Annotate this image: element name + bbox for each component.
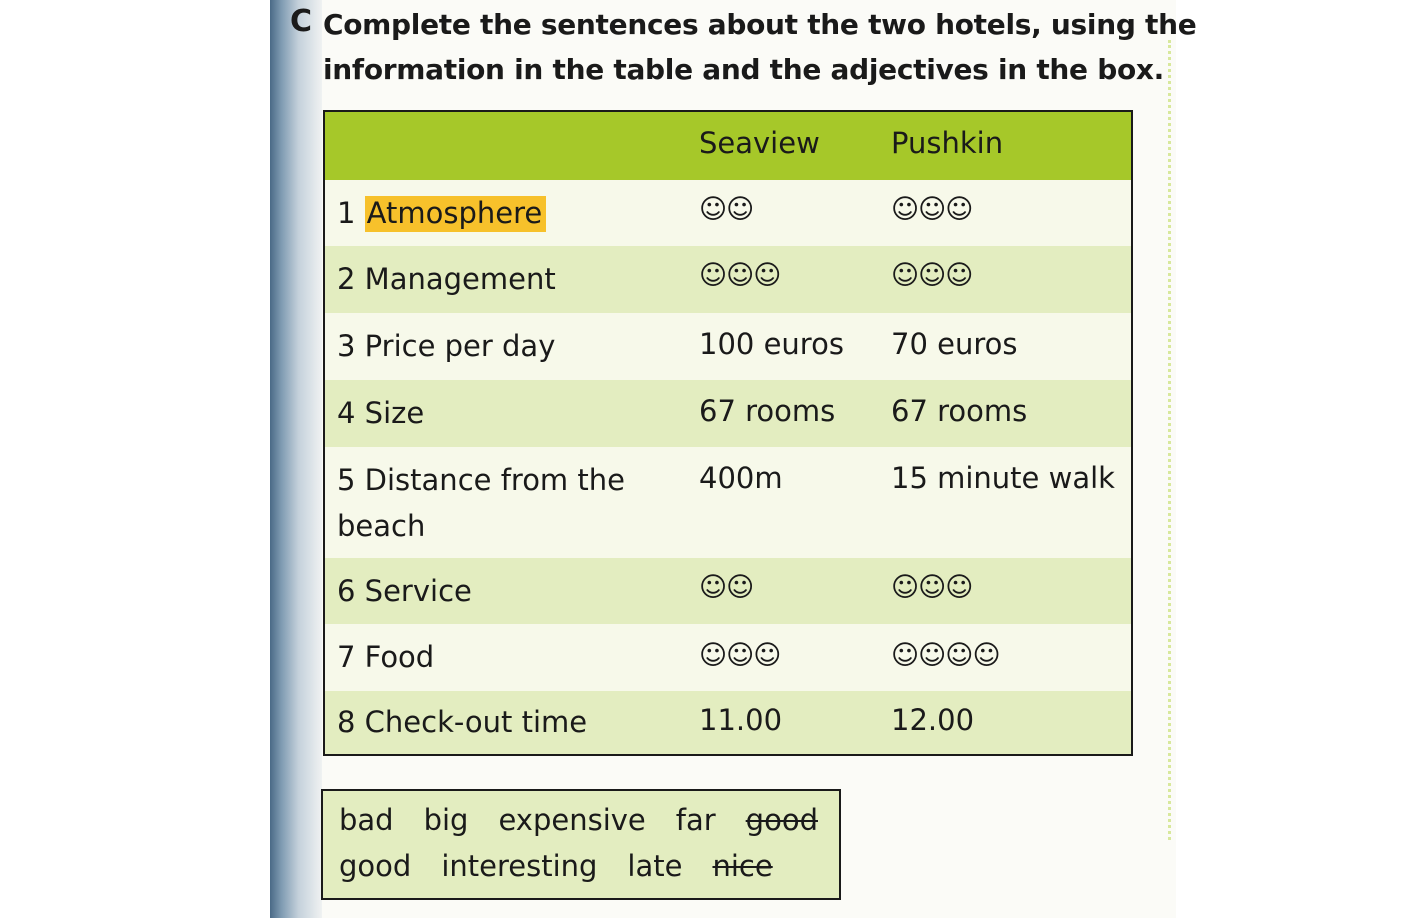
instruction-line-2: information in the table and the adjectives in the box. <box>323 53 1164 86</box>
table-row <box>325 313 1131 380</box>
row-label-text: Management <box>364 262 556 296</box>
table-row <box>325 180 1131 246</box>
table-header <box>325 112 1131 182</box>
row-label-line-1 <box>337 457 625 503</box>
exercise-letter: C <box>290 4 313 39</box>
seaview-rating: ☺☺ <box>699 572 754 603</box>
row-number: 6 <box>337 574 356 608</box>
highlighted-row-label: Atmosphere <box>365 196 547 232</box>
instruction-line-1: Complete the sentences about the two hotels, using the <box>323 8 1197 41</box>
word-late: late <box>627 849 683 883</box>
word-box-line-1 <box>339 803 848 837</box>
row-label <box>337 390 424 436</box>
row-label <box>337 457 625 549</box>
row-label-line-2: beach <box>337 509 426 543</box>
adjectives-word-box <box>321 789 841 900</box>
word-bad: bad <box>339 803 394 837</box>
table-row <box>325 380 1131 447</box>
row-label <box>337 190 546 236</box>
seaview-value: 100 euros <box>699 327 844 361</box>
word-good: good <box>339 849 412 883</box>
seaview-rating: ☺☺☺ <box>699 640 781 671</box>
row-number: 1 <box>337 196 356 230</box>
row-label <box>337 634 434 680</box>
table-row <box>325 691 1131 754</box>
row-number: 2 <box>337 262 356 296</box>
row-label <box>337 699 587 745</box>
pushkin-value: 67 rooms <box>891 394 1028 428</box>
row-number: 7 <box>337 640 356 674</box>
word-nice-crossed-out: nice <box>712 849 773 883</box>
word-interesting: interesting <box>441 849 598 883</box>
word-big: big <box>423 803 469 837</box>
row-label <box>337 568 472 614</box>
seaview-rating: ☺☺☺ <box>699 260 781 291</box>
row-number: 4 <box>337 396 356 430</box>
exercise-instruction <box>323 2 1197 92</box>
seaview-rating: ☺☺ <box>699 194 754 225</box>
row-number: 5 <box>337 463 356 497</box>
hotel-comparison-table <box>323 110 1133 756</box>
pushkin-rating: ☺☺☺☺ <box>891 640 1000 671</box>
column-header-seaview: Seaview <box>699 126 820 160</box>
row-label-text: Service <box>364 574 472 608</box>
seaview-value: 11.00 <box>699 703 783 737</box>
page-dotted-border <box>1168 40 1171 840</box>
word-box-line-2 <box>339 849 803 883</box>
table-row <box>325 624 1131 691</box>
pushkin-value: 12.00 <box>891 703 975 737</box>
seaview-value: 67 rooms <box>699 394 836 428</box>
table-row <box>325 558 1131 624</box>
row-label <box>337 256 556 302</box>
pushkin-rating: ☺☺☺ <box>891 260 973 291</box>
pushkin-value: 15 minute walk <box>891 461 1115 495</box>
seaview-value: 400m <box>699 461 783 495</box>
word-far: far <box>675 803 716 837</box>
pushkin-rating: ☺☺☺ <box>891 194 973 225</box>
table-row <box>325 246 1131 313</box>
book-spine-shadow <box>270 0 322 918</box>
row-label-text: Check-out time <box>364 705 588 739</box>
row-number: 3 <box>337 329 356 363</box>
word-expensive: expensive <box>498 803 646 837</box>
row-label-text: Distance from the <box>364 463 625 497</box>
row-number: 8 <box>337 705 356 739</box>
row-label <box>337 323 555 369</box>
row-label-text: Size <box>364 396 425 430</box>
pushkin-rating: ☺☺☺ <box>891 572 973 603</box>
row-label-text: Food <box>364 640 435 674</box>
table-row <box>325 447 1131 558</box>
word-good-crossed-out: good <box>745 803 818 837</box>
pushkin-value: 70 euros <box>891 327 1018 361</box>
row-label-text: Price per day <box>364 329 556 363</box>
column-header-pushkin: Pushkin <box>891 126 1004 160</box>
